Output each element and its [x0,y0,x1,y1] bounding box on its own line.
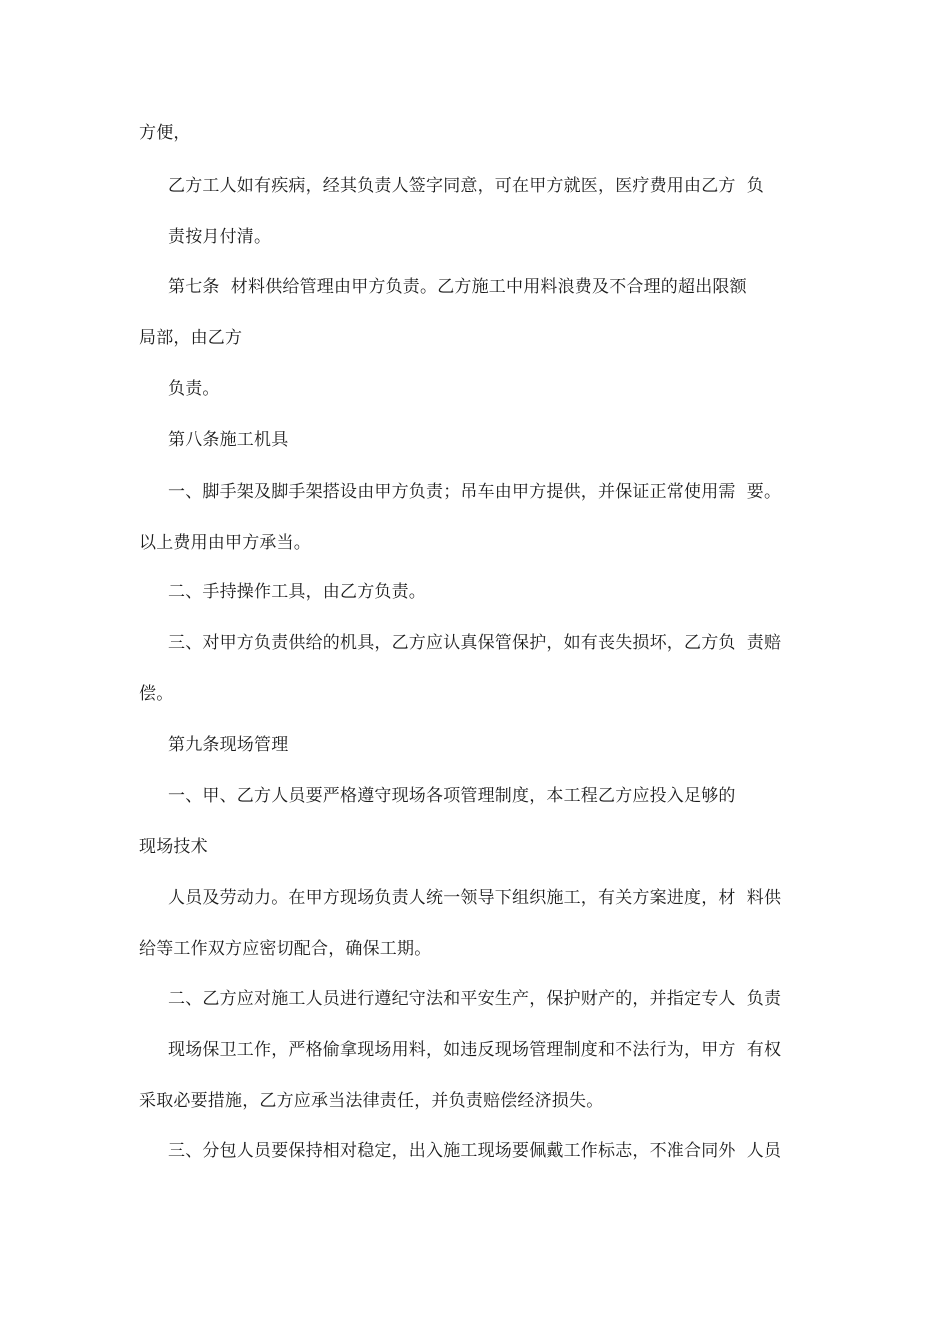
text-line: 局部，由乙方 [139,328,243,348]
article-heading-8: 第八条施工机具 [168,430,289,450]
text-line: 乙方工人如有疾病，经其负责人签字同意，可在甲方就医，医疗费用由乙方 负 [168,176,765,196]
text-line: 三、对甲方负责供给的机具，乙方应认真保管保护，如有丧失损坏，乙方负 责赔 [168,633,782,653]
text-line: 采取必要措施，乙方应承当法律责任，并负责赔偿经济损失。 [139,1091,604,1111]
text-line: 方便， [139,123,191,143]
article-heading-9: 第九条现场管理 [168,735,289,755]
text-line: 三、分包人员要保持相对稳定，出入施工现场要佩戴工作标志，不准合同外 人员 [168,1141,782,1161]
text-line: 偿。 [139,684,174,704]
text-line: 一、甲、乙方人员要严格遵守现场各项管理制度，本工程乙方应投入足够的 [168,786,736,806]
text-line: 负责。 [168,379,220,399]
text-line: 一、脚手架及脚手架搭设由甲方负责；吊车由甲方提供，并保证正常使用需 要。 [168,482,782,502]
text-line: 给等工作双方应密切配合，确保工期。 [139,939,432,959]
article-heading-7: 第七条 材料供给管理由甲方负责。乙方施工中用料浪费及不合理的超出限额 [168,277,747,297]
text-line: 人员及劳动力。在甲方现场负责人统一领导下组织施工，有关方案进度，材 料供 [168,888,782,908]
text-line: 现场技术 [139,837,208,857]
text-line: 二、手持操作工具，由乙方负责。 [168,582,426,602]
text-line: 责按月付清。 [168,227,272,247]
text-line: 以上费用由甲方承当。 [139,533,311,553]
text-line: 现场保卫工作，严格偷拿现场用料，如违反现场管理制度和不法行为，甲方 有权 [168,1040,782,1060]
text-line: 二、乙方应对施工人员进行遵纪守法和平安生产，保护财产的，并指定专人 负责 [168,989,782,1009]
